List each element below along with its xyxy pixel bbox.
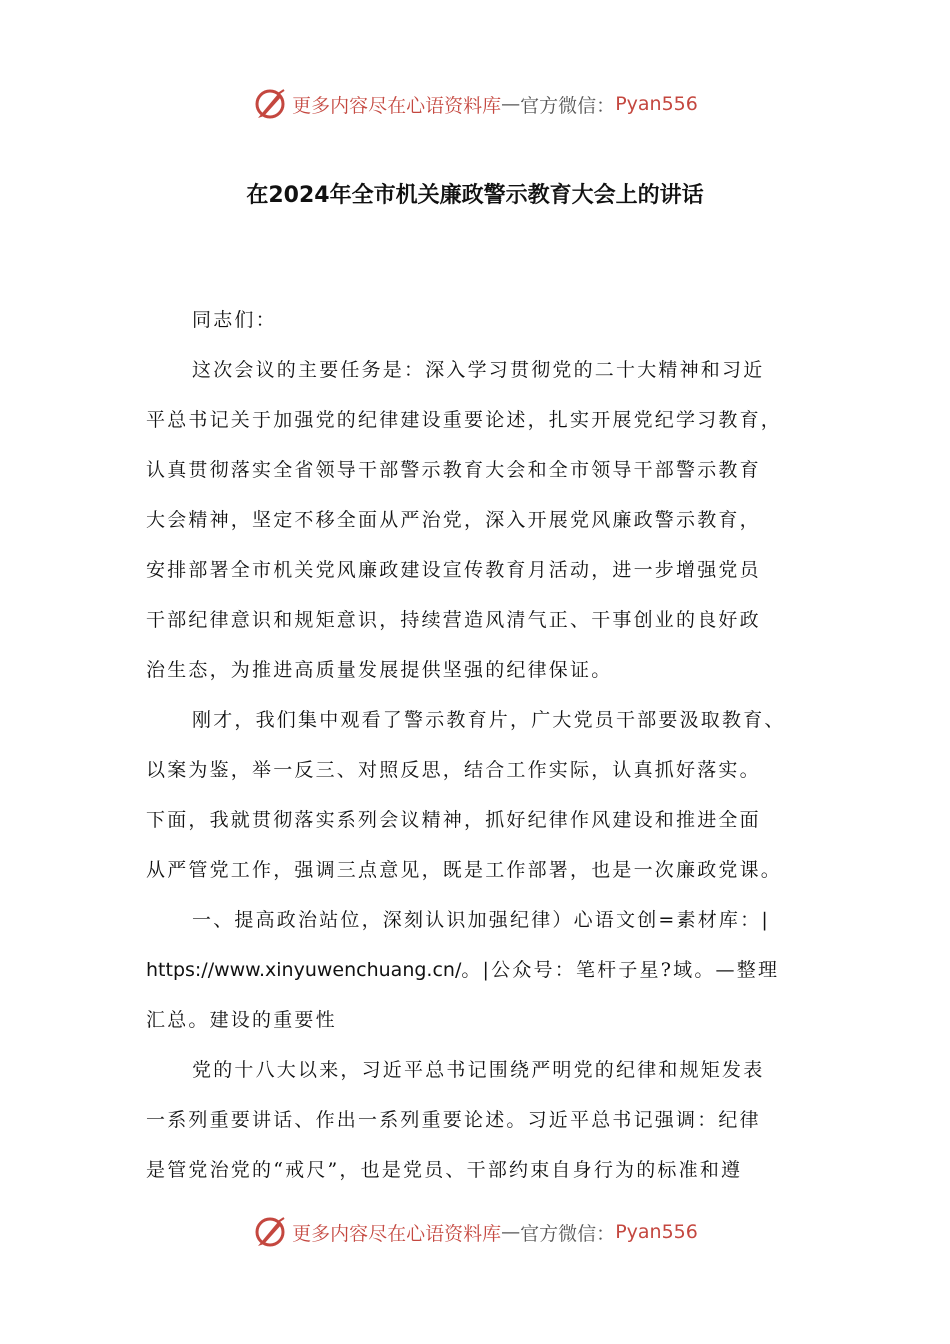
banner-dash: —: [501, 93, 521, 115]
body-line: 下面，我就贯彻落实系列会议精神，抓好纪律作风建设和推进全面: [146, 809, 761, 831]
body-line: 这次会议的主要任务是：深入学习贯彻党的二十大精神和习近: [192, 359, 765, 381]
banner-official-label: 官方微信：: [520, 1222, 616, 1245]
url-line-rest: 。|公众号：笔杆子星?域。—整理: [461, 959, 780, 981]
banner-wechat-id: Pyan556: [615, 1221, 698, 1243]
quill-logo-icon: [252, 1214, 288, 1250]
body-line: 党的十八大以来，习近平总书记围绕严明党的纪律和规矩发表: [192, 1059, 765, 1081]
body-line: 大会精神，坚定不移全面从严治党，深入开展党风廉政警示教育，: [146, 509, 761, 531]
banner-text: 更多内容尽在心语资料库: [292, 1222, 502, 1245]
banner-text: 更多内容尽在心语资料库: [292, 94, 502, 117]
body-line: 认真贯彻落实全省领导干部警示教育大会和全市领导干部警示教育: [146, 459, 761, 481]
section-heading-line: 一、提高政治站位，深刻认识加强纪律）心语文创=素材库：|: [192, 909, 770, 931]
document-title: 在2024年全市机关廉政警示教育大会上的讲话: [246, 183, 704, 208]
document-body: [146, 295, 806, 1195]
body-line: 平总书记关于加强党的纪律建设重要论述，扎实开展党纪学习教育，: [146, 409, 783, 431]
banner-official-label: 官方微信：: [520, 94, 616, 117]
url-line: [146, 945, 806, 995]
body-line: 从严管党工作，强调三点意见，既是工作部署，也是一次廉政党课。: [146, 859, 783, 881]
website-url: https://www.xinyuwenchuang.cn/: [146, 959, 462, 981]
salutation: 同志们：: [192, 309, 277, 331]
banner-wechat-id: Pyan556: [615, 93, 698, 115]
body-line: 以案为鉴，举一反三、对照反思，结合工作实际，认真抓好落实。: [146, 759, 761, 781]
body-line: 刚才，我们集中观看了警示教育片，广大党员干部要汲取教育、: [192, 709, 786, 731]
footer-watermark-banner: [0, 1212, 950, 1252]
body-line: 干部纪律意识和规矩意识，持续营造风清气正、干事创业的良好政: [146, 609, 761, 631]
body-line: 治生态，为推进高质量发展提供坚强的纪律保证。: [146, 659, 613, 681]
body-line: 一系列重要讲话、作出一系列重要论述。习近平总书记强调：纪律: [146, 1109, 761, 1131]
banner-dash: —: [501, 1221, 521, 1243]
quill-logo-icon: [252, 86, 288, 122]
header-watermark-banner: [0, 84, 950, 124]
body-line: 安排部署全市机关党风廉政建设宣传教育月活动，进一步增强党员: [146, 559, 761, 581]
body-line: 是管党治党的“戒尺”，也是党员、干部约束自身行为的标准和遵: [146, 1159, 743, 1181]
section-heading-line: 汇总。建设的重要性: [146, 1009, 337, 1031]
